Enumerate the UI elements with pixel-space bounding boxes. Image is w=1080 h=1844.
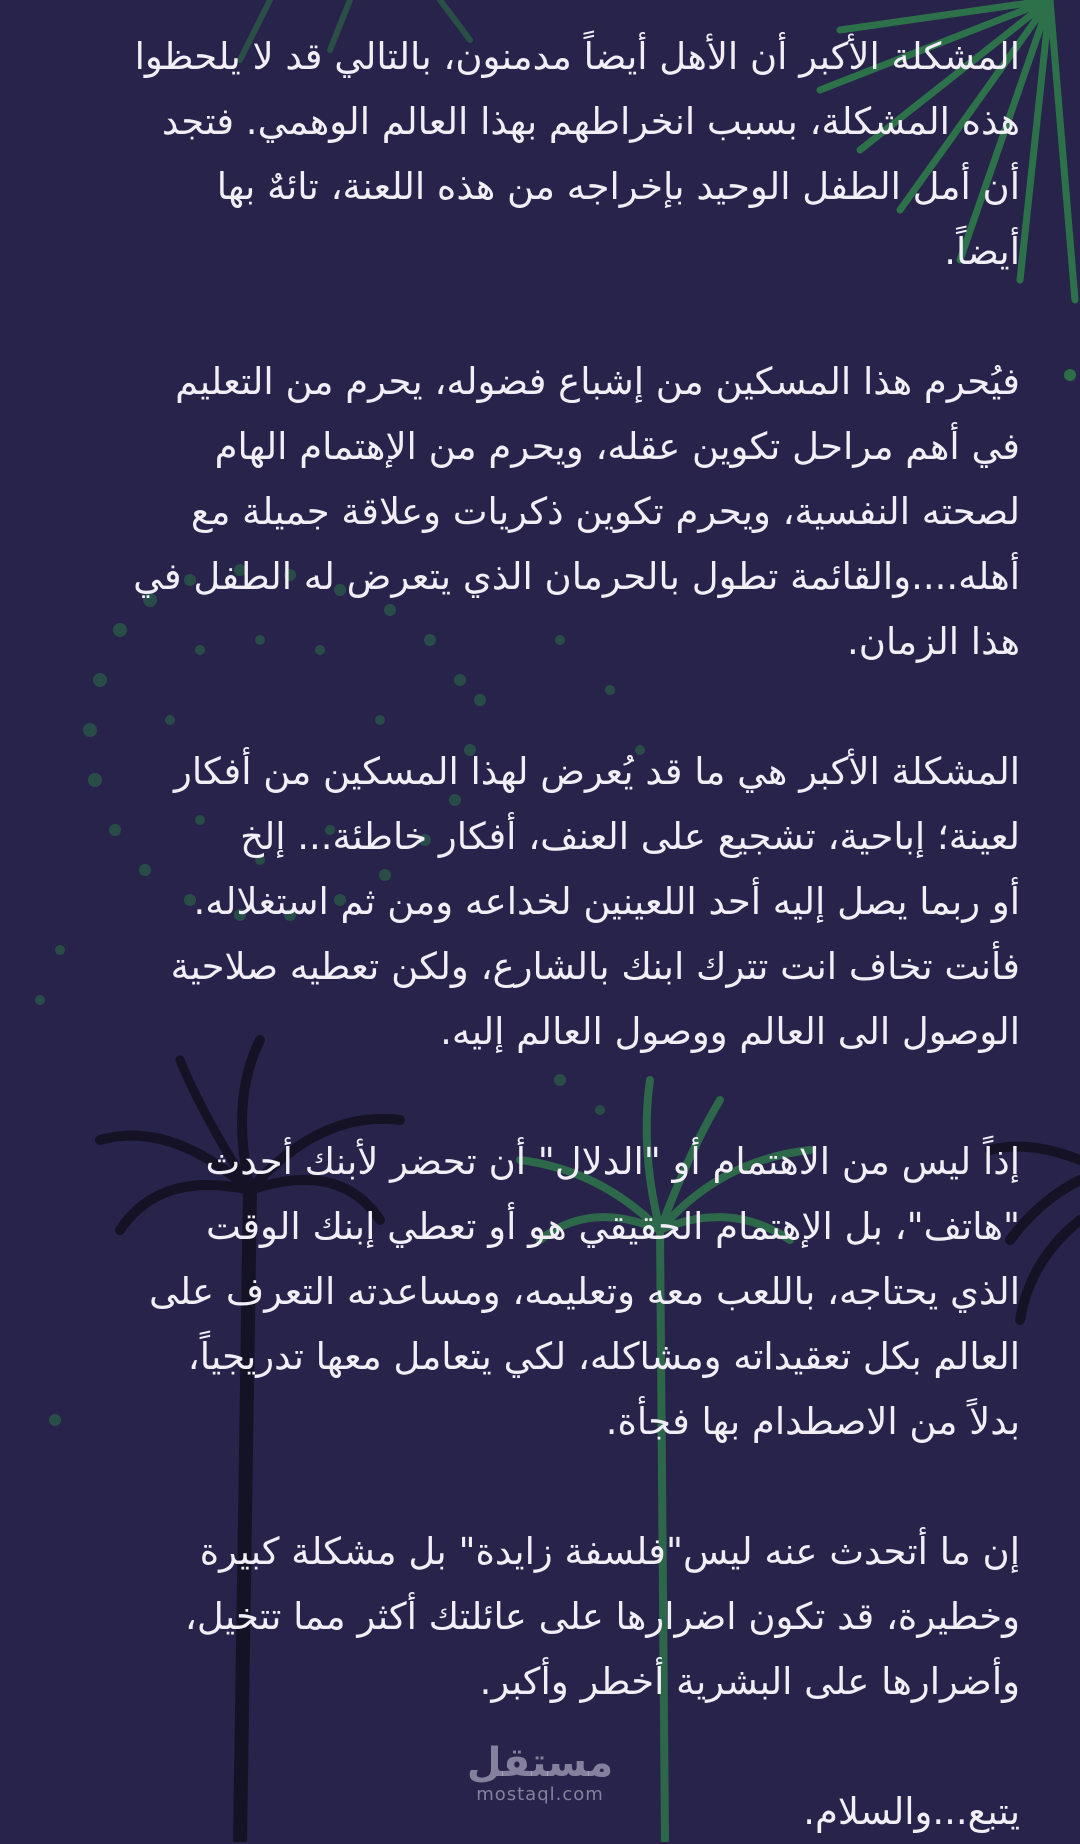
article-paragraph: المشكلة الأكبر أن الأهل أيضاً مدمنون، بالتالي قد لا يلحظوا هذه المشكلة، بسبب انخراطهم بهذا العالم الوهمي. فتجد أن أمل الطفل الوحيد بإخراجه من هذه اللعنة، تائهٌ بها أيضاً.: [134, 35, 1020, 273]
article-paragraph: فيُحرم هذا المسكين من إشباع فضوله، يحرم من التعليم في أهم مراحل تكوين عقله، ويحرم من الإهتمام الهام لصحته النفسية، ويحرم تكوين ذكريات وعلاقة جميلة مع أهله....والقائمة تطول بالحرمان الذي يتعرض له الطفل في هذا الزمان.: [133, 360, 1020, 663]
watermark-logo-text: مستقل: [466, 1740, 614, 1786]
article-paragraph: إذاً ليس من الاهتمام أو "الدلال" أن تحضر لأبنك أحدث "هاتف"، بل الإهتمام الحقيقي هو أو تعطي إبنك الوقت الذي يحتاجه، باللعب معه وتعليمه، ومساعدته التعرف على العالم بكل تعقيداته ومشاكله، لكي يتعامل معها تدريجياً، بدلاً من الاصطدام بها فجأة.: [148, 1140, 1020, 1443]
watermark-domain: mostaql.com: [476, 1784, 604, 1805]
article-paragraph: المشكلة الأكبر هي ما قد يُعرض لهذا المسكين من أفكار لعينة؛ إباحية، تشجيع على العنف، أفكار خاطئة... إلخ أو ربما يصل إليه أحد اللعينين لخداعه ومن ثم استغلاله. فأنت تخاف انت تترك ابنك بالشارع، ولكن تعطيه صلاحية الوصول الى العالم ووصول العالم إليه.: [170, 750, 1020, 1053]
article-paragraph: إن ما أتحدث عنه ليس"فلسفة زايدة" بل مشكلة كبيرة وخطيرة، قد تكون اضرارها على عائلتك أكثر مما تتخيل، وأضرارها على البشرية أخطر وأكبر.: [184, 1530, 1020, 1703]
article-body: [50, 24, 1020, 1844]
firework-dot-icon: [1064, 369, 1076, 381]
article-closing: يتبع...والسلام.: [803, 1790, 1020, 1833]
mostaql-watermark: [0, 1742, 1080, 1806]
